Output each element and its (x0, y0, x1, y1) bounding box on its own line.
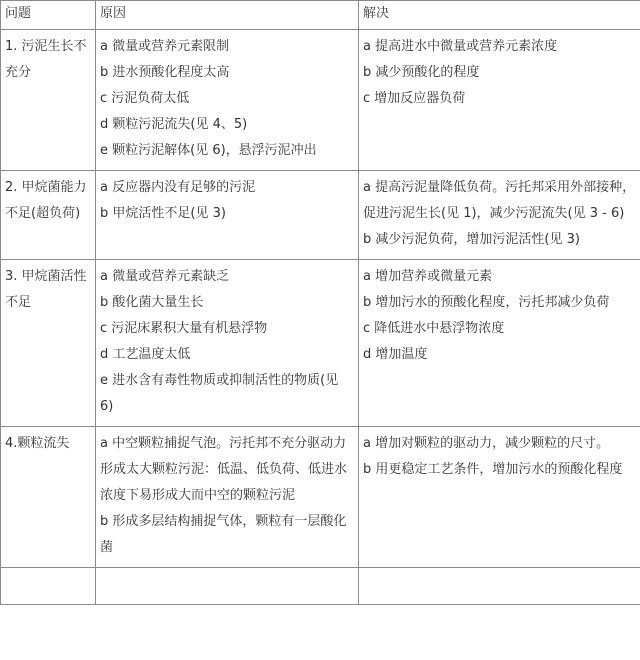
solution-item: b 增加污水的预酸化程度，污托邦减少负荷 (363, 295, 610, 310)
reason-item: b 甲烷活性不足(见 3) (100, 206, 226, 221)
header-reason: 原因 (96, 1, 359, 30)
solution-cell (359, 30, 640, 171)
reason-item: a 反应器内没有足够的污泥 (100, 180, 256, 195)
reason-cell (96, 171, 359, 260)
reason-item: e 颗粒污泥解体(见 6)，悬浮污泥冲出 (100, 143, 317, 158)
solution-item: a 增加营养或微量元素 (363, 269, 493, 284)
solution-item: b 减少预酸化的程度 (363, 65, 480, 80)
reason-item: b 形成多层结构捕捉气体，颗粒有一层酸化菌 (100, 514, 347, 555)
solution-item: c 增加反应器负荷 (363, 91, 466, 106)
solution-item: c 降低进水中悬浮物浓度 (363, 321, 505, 336)
reason-item: a 微量或营养元素缺乏 (100, 269, 230, 284)
table-row (1, 30, 640, 171)
reason-item: c 污泥负荷太低 (100, 91, 190, 106)
solution-item: b 用更稳定工艺条件，增加污水的预酸化程度 (363, 462, 623, 477)
reason-item: c 污泥床累积大量有机悬浮物 (100, 321, 268, 336)
table-row (1, 260, 640, 427)
header-problem: 问题 (1, 1, 96, 30)
solution-cell-empty (359, 568, 640, 605)
table-row (1, 427, 640, 568)
problem-cell: 3. 甲烷菌活性不足 (1, 260, 96, 427)
solution-cell (359, 427, 640, 568)
solution-item: a 提高污泥量降低负荷。污托邦采用外部接种，促进污泥生长(见 1)，减少污泥流失(见 3 - 6) (363, 180, 636, 221)
reason-item: b 酸化菌大量生长 (100, 295, 204, 310)
problem-cell: 2. 甲烷菌能力不足(超负荷) (1, 171, 96, 260)
solution-item: d 增加温度 (363, 347, 428, 362)
reason-cell-empty (96, 568, 359, 605)
solution-item: a 提高进水中微量或营养元素浓度 (363, 39, 558, 54)
table-header-row (1, 1, 640, 30)
problem-cell: 4.颗粒流失 (1, 427, 96, 568)
reason-item: a 微量或营养元素限制 (100, 39, 230, 54)
reason-cell (96, 427, 359, 568)
solution-item: b 减少污泥负荷，增加污泥活性(见 3) (363, 232, 580, 247)
reason-item: a 中空颗粒捕捉气泡。污托邦不充分驱动力形成太大颗粒污泥：低温、低负荷、低进水浓度下易形成大而中空的颗粒污泥 (100, 436, 348, 503)
reason-item: d 颗粒污泥流失(见 4、5) (100, 117, 248, 132)
reason-item: b 进水预酸化程度太高 (100, 65, 230, 80)
reason-cell (96, 30, 359, 171)
reason-item: e 进水含有毒性物质或抑制活性的物质(见 6) (100, 373, 339, 414)
reason-item: d 工艺温度太低 (100, 347, 191, 362)
header-solution: 解决 (359, 1, 640, 30)
solution-cell (359, 171, 640, 260)
solution-item: a 增加对颗粒的驱动力，减少颗粒的尺寸。 (363, 436, 610, 451)
table-row (1, 171, 640, 260)
table-row-partial (1, 568, 640, 605)
problem-cell: 1. 污泥生长不充分 (1, 30, 96, 171)
problem-cell-empty (1, 568, 96, 605)
reason-cell (96, 260, 359, 427)
solution-cell (359, 260, 640, 427)
